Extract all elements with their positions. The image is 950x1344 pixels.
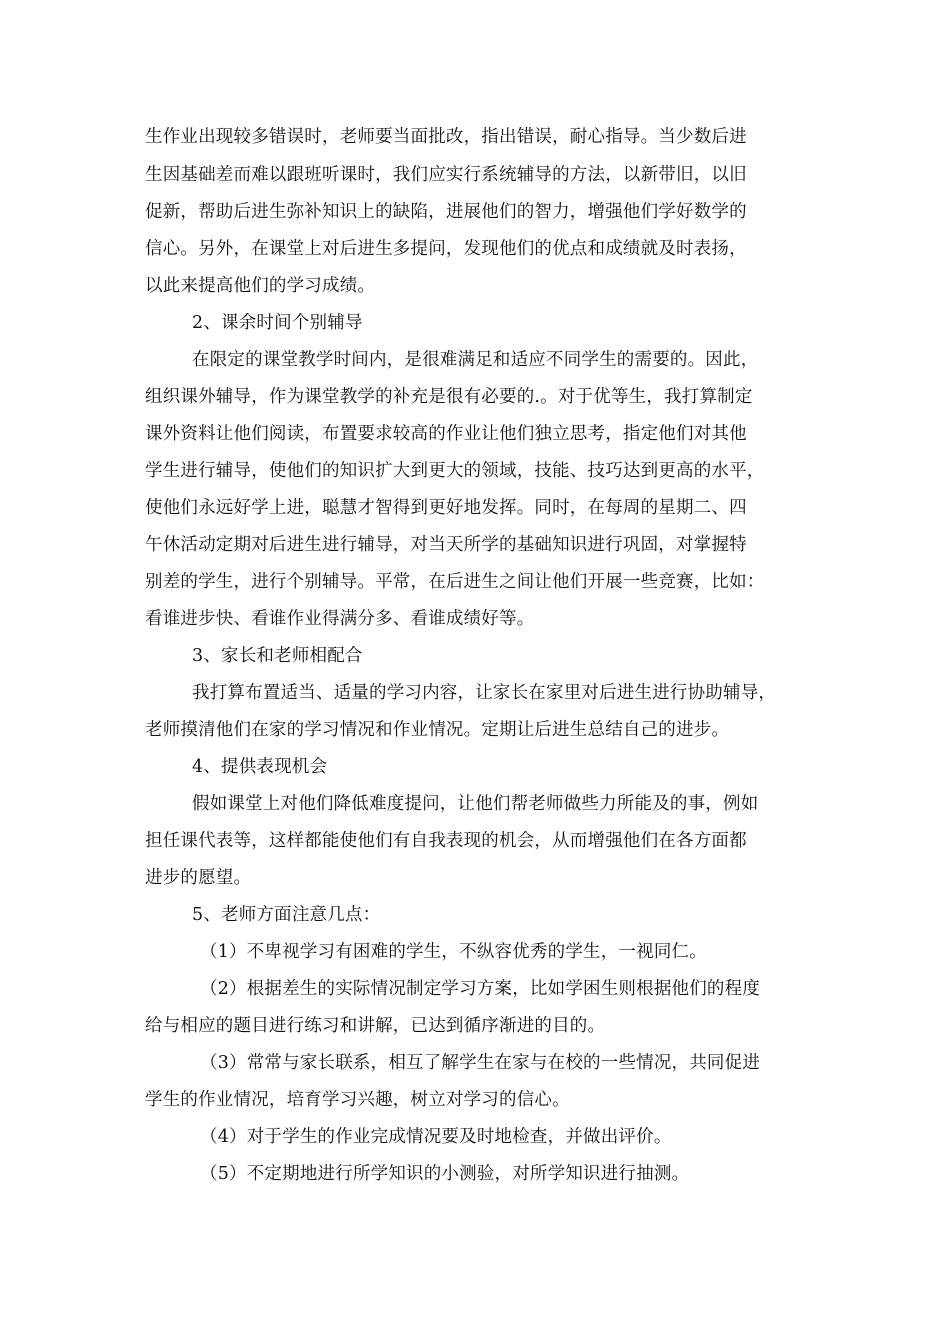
body-text-line: 学生的作业情况，培育学习兴趣，树立对学习的信心。 — [145, 1090, 570, 1110]
list-item-3: （3）常常与家长联系，相互了解学生在家与在校的一些情况，共同促进 — [200, 1053, 761, 1073]
body-text-line: 组织课外辅导，作为课堂教学的补充是很有必要的.。对于优等生，我打算制定 — [145, 387, 753, 407]
list-item-1: （1）不卑视学习有困难的学生，不纵容优秀的学生，一视同仁。 — [200, 942, 707, 962]
section-heading-3: 3、家长和老师相配合 — [192, 646, 363, 666]
body-text-line: 假如课堂上对他们降低难度提问，让他们帮老师做些力所能及的事，例如 — [192, 794, 759, 814]
body-text-line: 看谁进步快、看谁作业得满分多、看谁成绩好等。 — [145, 609, 535, 629]
body-text-line: 进步的愿望。 — [145, 868, 252, 888]
body-text-line: 课外资料让他们阅读，布置要求较高的作业让他们独立思考，指定他们对其他 — [145, 424, 747, 444]
body-text-line: 生作业出现较多错误时，老师要当面批改，指出错误，耐心指导。当少数后进 — [145, 127, 747, 147]
body-text-line: 午休活动定期对后进生进行辅导，对当天所学的基础知识进行巩固，对掌握特 — [145, 535, 747, 555]
body-text-line: 给与相应的题目进行练习和讲解，已达到循序渐进的目的。 — [145, 1016, 606, 1036]
list-item-4: （4）对于学生的作业完成情况要及时地检查，并做出评价。 — [200, 1127, 672, 1147]
body-text-line: 促新，帮助后进生弥补知识上的缺陷，进展他们的智力，增强他们学好数学的 — [145, 202, 747, 222]
list-item-2: （2）根据差生的实际情况制定学习方案，比如学困生则根据他们的程度 — [200, 979, 761, 999]
body-text-line: 我打算布置适当、适量的学习内容，让家长在家里对后进生进行协助辅导， — [192, 683, 777, 703]
body-text-line: 老师摸清他们在家的学习情况和作业情况。定期让后进生总结自己的进步。 — [145, 720, 730, 740]
body-text-line: 以此来提高他们的学习成绩。 — [145, 276, 376, 296]
body-text-line: 在限定的课堂教学时间内，是很难满足和适应不同学生的需要的。因此， — [192, 350, 759, 370]
list-item-5: （5）不定期地进行所学知识的小测验，对所学知识进行抽测。 — [200, 1164, 690, 1184]
body-text-line: 别差的学生，进行个别辅导。平常，在后进生之间让他们开展一些竞赛，比如： — [145, 572, 765, 592]
body-text-line: 使他们永远好学上进，聪慧才智得到更好地发挥。同时，在每周的星期二、四 — [145, 498, 747, 518]
section-heading-4: 4、提供表现机会 — [192, 757, 328, 777]
body-text-line: 担任课代表等，这样都能使他们有自我表现的机会，从而增强他们在各方面都 — [145, 831, 747, 851]
section-heading-2: 2、课余时间个别辅导 — [192, 313, 363, 333]
body-text-line: 生因基础差而难以跟班听课时，我们应实行系统辅导的方法，以新带旧，以旧 — [145, 165, 747, 185]
body-text-line: 学生进行辅导，使他们的知识扩大到更大的领域，技能、技巧达到更高的水平， — [145, 461, 765, 481]
body-text-line: 信心。另外，在课堂上对后进生多提问，发现他们的优点和成绩就及时表扬， — [145, 239, 747, 259]
section-heading-5: 5、老师方面注意几点： — [192, 905, 381, 925]
